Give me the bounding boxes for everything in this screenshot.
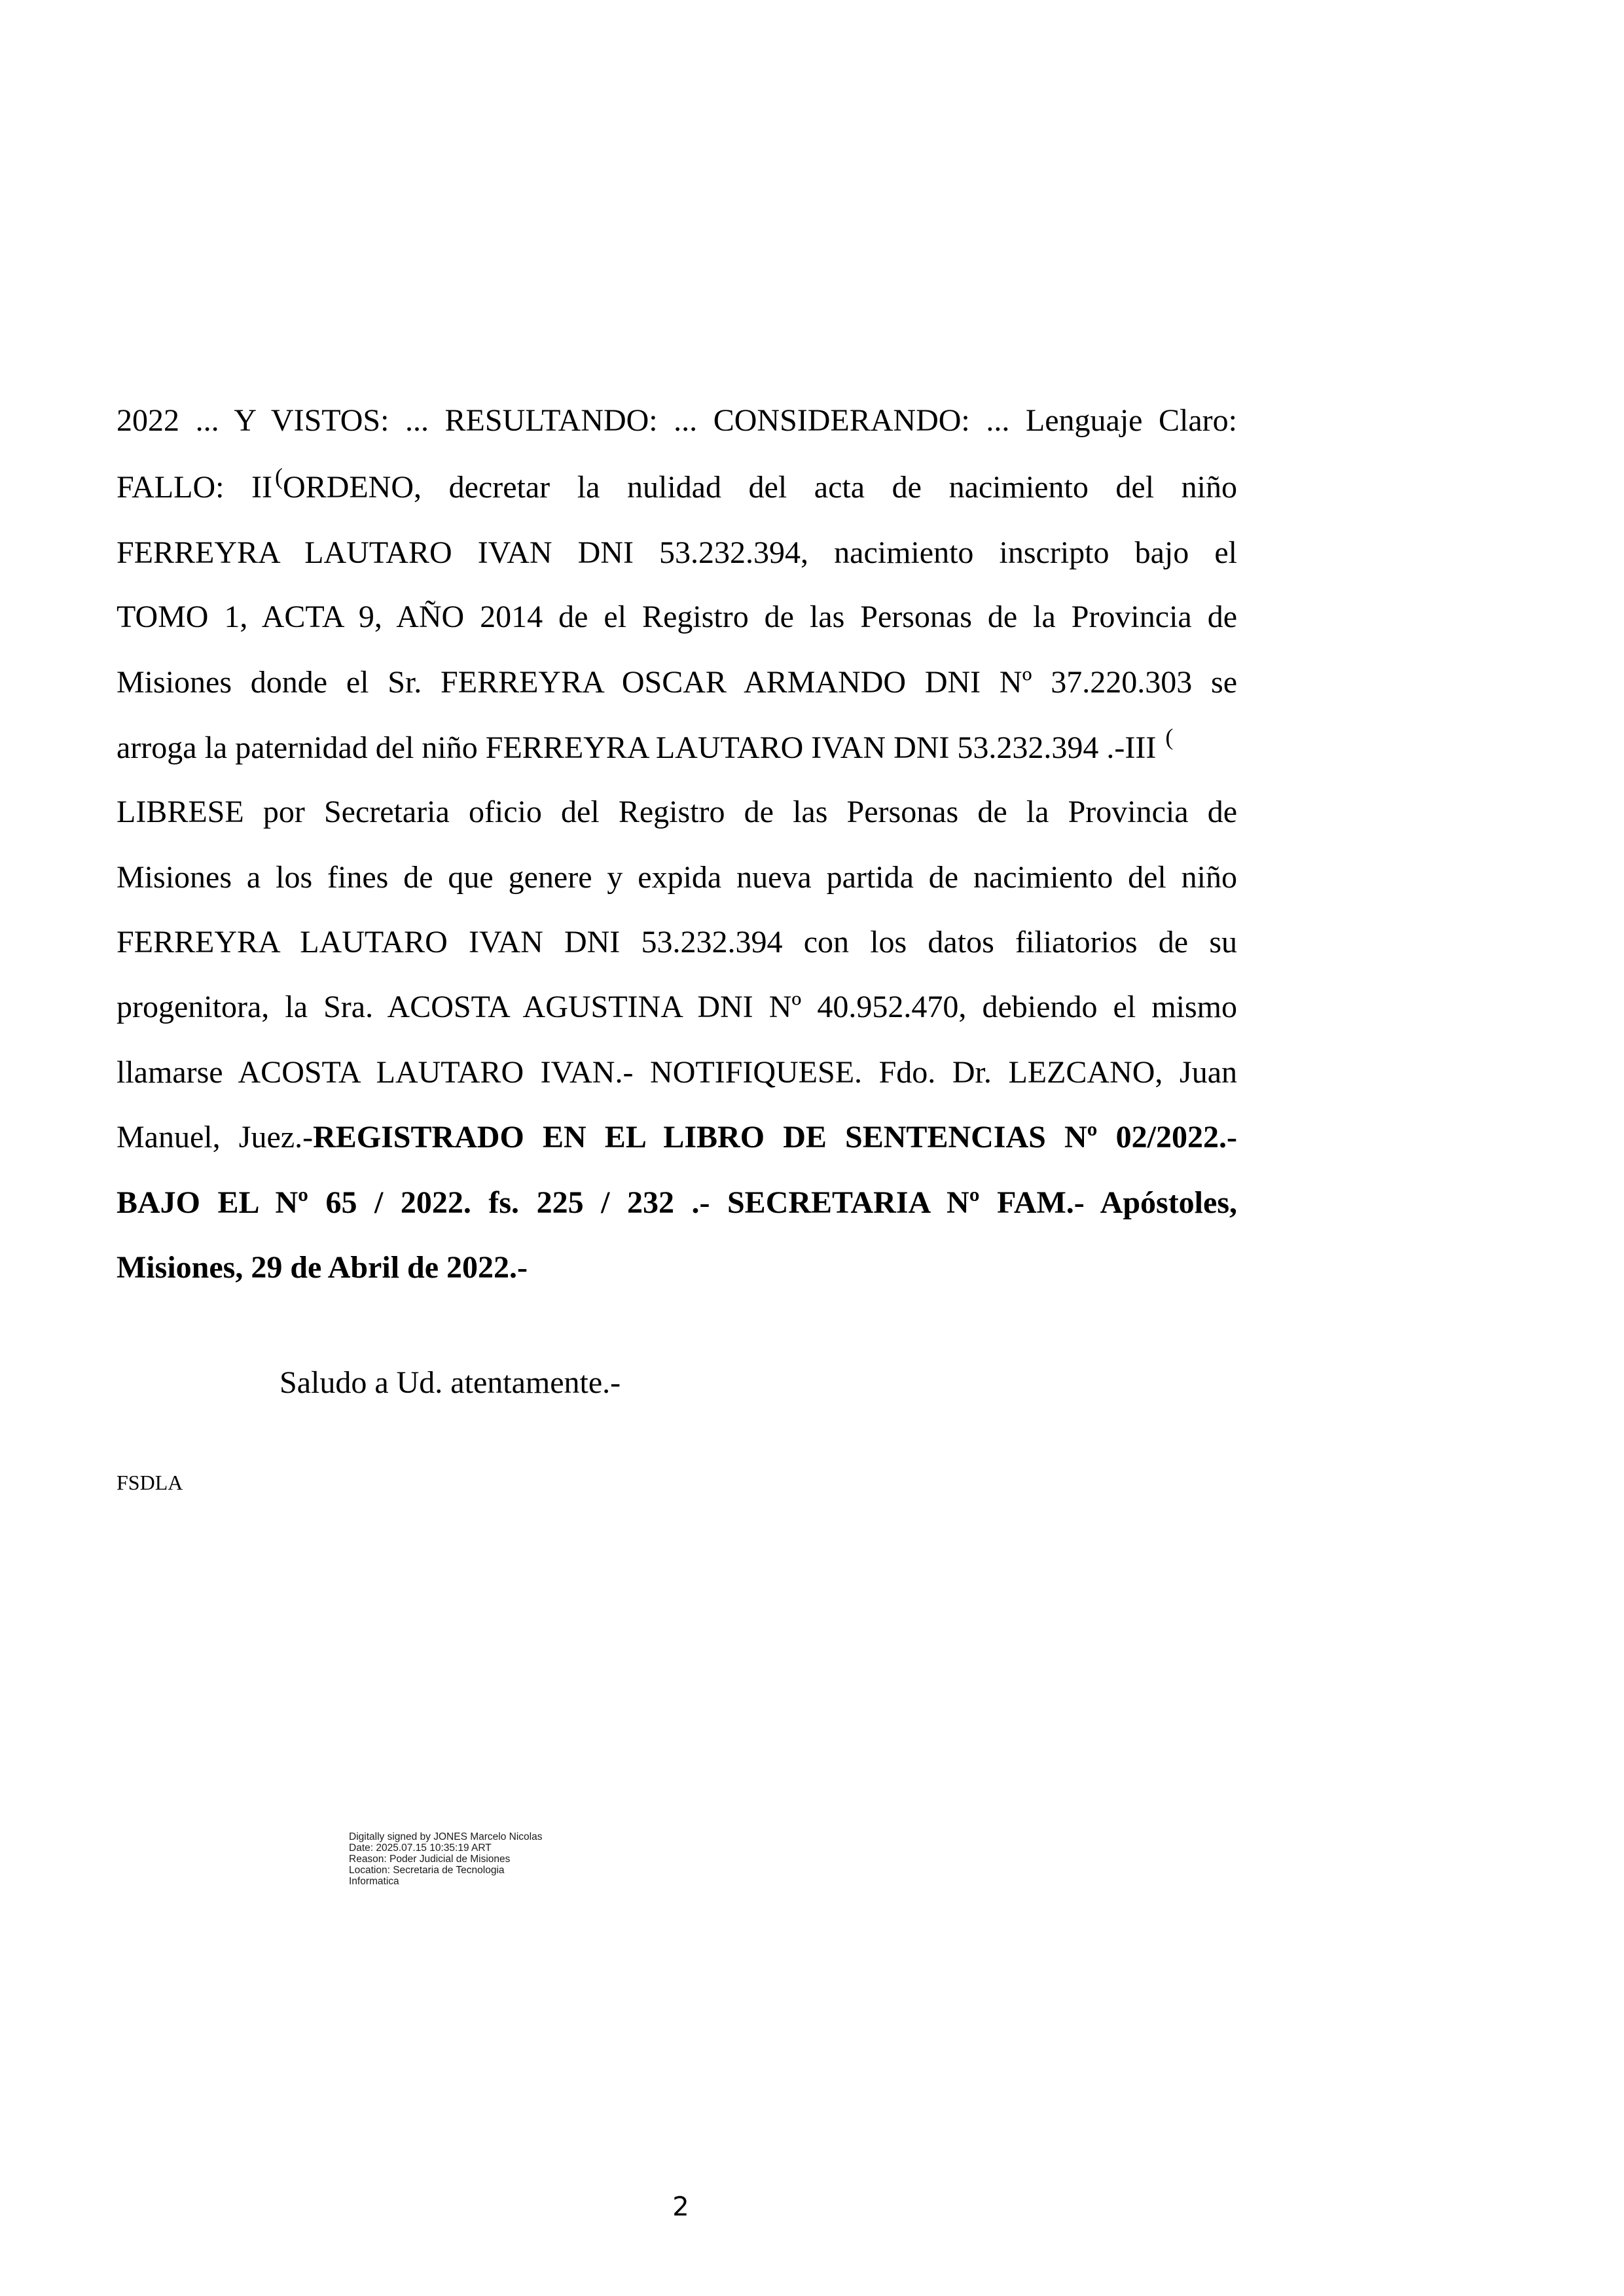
signature-location: Location: Secretaria de Tecnologia xyxy=(349,1865,505,1876)
registry-text: BAJO EL Nº 65 / 2022. fs. 225 / 232 .- SECRETARIA Nº FAM.- Apóstoles, xyxy=(117,1185,1237,1220)
text-line: FERREYRA LAUTARO IVAN DNI 53.232.394 con los datos filiatorios de su xyxy=(117,925,1237,960)
text-line: Misiones donde el Sr. FERREYRA OSCAR ARMANDO DNI Nº 37.220.303 se xyxy=(117,665,1237,700)
signature-signed-by: Digitally signed by JONES Marcelo Nicolas xyxy=(349,1831,543,1842)
text-line: FERREYRA LAUTARO IVAN DNI 53.232.394, nacimiento inscripto bajo el xyxy=(117,535,1237,570)
text-segment: arroga la paternidad del niño FERREYRA LAUTARO IVAN DNI 53.232.394 .-III xyxy=(117,730,1157,765)
signature-location-cont: Informatica xyxy=(349,1876,399,1887)
text-line: TOMO 1, ACTA 9, AÑO 2014 de el Registro de las Personas de la Provincia de xyxy=(117,600,1237,634)
text-line xyxy=(117,724,1237,770)
page-number: 2 xyxy=(672,2192,689,2222)
signature-date: Date: 2025.07.15 10:35:19 ART xyxy=(349,1842,492,1854)
text-line: 2022 ... Y VISTOS: ... RESULTANDO: ... CONSIDERANDO: ... Lenguaje Claro: xyxy=(117,403,1237,438)
paren-mark: ( xyxy=(1165,724,1174,750)
text-line: llamarse ACOSTA LAUTARO IVAN.- NOTIFIQUESE. Fdo. Dr. LEZCANO, Juan xyxy=(117,1055,1237,1090)
registry-date: Misiones, 29 de Abril de 2022.- xyxy=(117,1250,528,1285)
closing-salutation: Saludo a Ud. atentamente.- xyxy=(280,1365,621,1400)
text-segment: Manuel, Juez.- xyxy=(117,1120,314,1155)
registry-text: REGISTRADO EN EL LIBRO DE SENTENCIAS Nº 02/2022.- xyxy=(313,1120,1237,1155)
text-line xyxy=(117,1118,1237,1157)
text-line xyxy=(117,463,1238,509)
digital-signature-stamp xyxy=(349,1831,650,1887)
text-line: progenitora, la Sra. ACOSTA AGUSTINA DNI Nº 40.952.470, debiendo el mismo xyxy=(117,990,1237,1024)
text-segment: ORDENO, decretar la nulidad del acta de nacimiento del niño xyxy=(283,470,1238,505)
signature-reason: Reason: Poder Judicial de Misiones xyxy=(349,1854,511,1865)
text-line: Misiones a los fines de que genere y expida nueva partida de nacimiento del niño xyxy=(117,860,1237,895)
text-segment: FALLO: II xyxy=(117,470,273,505)
author-initials: FSDLA xyxy=(117,1471,183,1494)
paren-mark: ( xyxy=(275,463,283,490)
text-line: LIBRESE por Secretaria oficio del Registro de las Personas de la Provincia de xyxy=(117,795,1237,829)
